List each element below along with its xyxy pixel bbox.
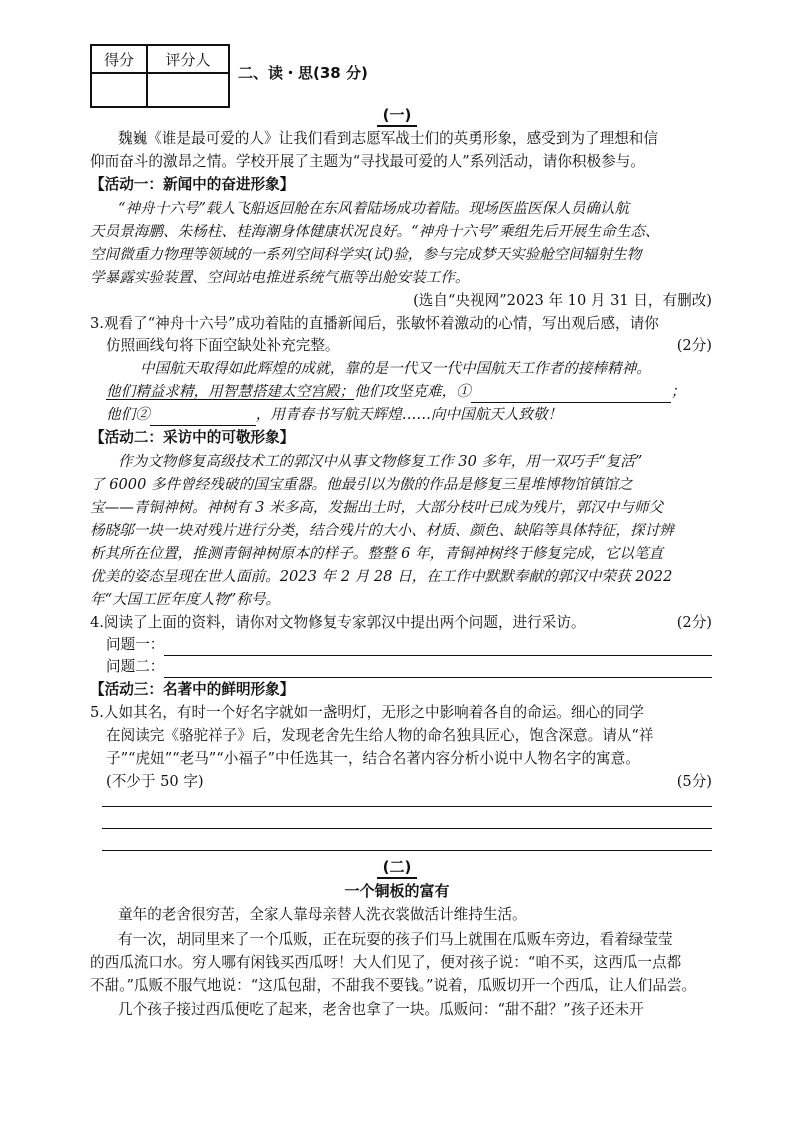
interview-line-3: 宝——青铜神树。神树有 3 米多高，发掘出土时，大部分枝叶已成为残片，郭汉中与师父 <box>90 499 664 516</box>
q5-line-4 <box>106 771 712 793</box>
news-line-3: 空间微重力物理等领域的一系列空间科学实(试)验，参与完成梦天实验舱空间辐射生物 <box>90 246 642 263</box>
q3-score: (2分) <box>676 337 712 354</box>
q3-example-2-end: ； <box>670 383 686 400</box>
q3-example-3-rest: ，用青春书写航天辉煌……向中国航天人致敬！ <box>255 406 563 423</box>
q4-question-1 <box>106 634 712 656</box>
q3-line-1: 3.观看了“神舟十六号”成功着陆的直播新闻后，张敏怀着激动的心情，写出观后感，请你 <box>90 315 659 332</box>
q3-example-3-start: 他们② <box>106 406 150 423</box>
activity2-title: 【活动二：采访中的可敬形象】 <box>90 429 295 446</box>
q5-line-2: 在阅读完《骆驼祥子》后，发现老舍先生给人物的命名独具匠心，饱含深意。请从“祥 <box>106 727 654 744</box>
interview-line-5: 析其所在位置，推测青铜神树原本的样子。整整 6 年，青铜神树终于修复完成，它以笔直 <box>90 545 664 562</box>
q4-question-2 <box>106 656 712 678</box>
q3-example-3 <box>106 404 712 426</box>
answer-line-1[interactable] <box>102 806 712 807</box>
underlined-sentence: 他们精益求精，用智慧搭建太空宫殿； <box>106 383 355 400</box>
score-cell[interactable] <box>91 73 147 107</box>
question-1-field[interactable] <box>164 637 712 656</box>
news-line-1: “神舟十六号”载人飞船返回舱在东风着陆场成功着陆。现场医监医保人员确认航 <box>118 200 630 217</box>
article-title: 一个铜板的富有 <box>344 882 450 900</box>
q3-example-2 <box>106 381 712 403</box>
intro-line-2: 仰而奋斗的激昂之情。学校开展了主题为“寻找最可爱的人”系列活动，请你积极参与。 <box>90 153 645 170</box>
q5-word-count: (不少于 50 字) <box>106 773 204 790</box>
article-line-5: 几个孩子接过西瓜便吃了起来，老舍也拿了一块。瓜贩问：“甜不甜？”孩子还未开 <box>118 1001 644 1018</box>
news-line-4: 学暴露实验装置、空间站电推进系统气瓶等出舱安装工作。 <box>90 269 470 286</box>
score-box <box>90 44 230 108</box>
article-line-2: 有一次，胡同里来了一个瓜贩，正在玩耍的孩子们马上就围在瓜贩车旁边，看着绿莹莹 <box>118 931 673 948</box>
interview-line-6: 优美的姿态呈现在世人面前。2023 年 2 月 28 日，在工作中默默奉献的郭汉中荣获 2022 <box>90 568 673 585</box>
part1-label: (一) <box>0 104 794 125</box>
grader-cell[interactable] <box>147 73 229 107</box>
article-line-1: 童年的老舍很穷苦，全家人靠母亲替人洗衣裳做活计维持生活。 <box>118 906 527 923</box>
blank-2-field[interactable] <box>150 407 256 426</box>
interview-line-1: 作为文物修复高级技术工的郭汉中从事文物修复工作 30 多年，用一双巧手“复活” <box>118 453 643 470</box>
q4-score: (2分) <box>676 614 712 631</box>
blank-1-field[interactable] <box>471 384 671 403</box>
answer-line-2[interactable] <box>102 828 712 829</box>
question-2-label: 问题二： <box>106 658 165 675</box>
news-source: (选自“央视网”2023 年 10 月 31 日，有删改) <box>413 292 712 309</box>
question-1-label: 问题一： <box>106 636 165 653</box>
q3-example-1: 中国航天取得如此辉煌的成就，靠的是一代又一代中国航天工作者的接棒精神。 <box>140 360 651 377</box>
intro-line-1: 魏巍《谁是最可爱的人》让我们看到志愿军战士们的英勇形象，感受到为了理想和信 <box>118 130 658 147</box>
interview-line-2: 了 6000 多件曾经残破的国宝重器。他最引以为傲的作品是修复三星堆博物馆镇馆之 <box>90 476 633 493</box>
activity3-title: 【活动三：名著中的鲜明形象】 <box>90 681 295 698</box>
question-2-field[interactable] <box>164 659 712 678</box>
q3-example-2-rest: 他们攻坚克难，① <box>354 383 471 400</box>
news-line-2: 天员景海鹏、朱杨柱、桂海潮身体健康状况良好。“神舟十六号”乘组先后开展生命生态、 <box>90 223 660 240</box>
interview-line-7: 年“大国工匠年度人物”称号。 <box>90 591 281 608</box>
section-title: 二、读・思(38 分) <box>238 64 368 82</box>
interview-line-4: 杨晓邬一块一块对残片进行分类，结合残片的大小、材质、颜色、缺陷等具体特征，探讨辨 <box>90 522 674 539</box>
q5-line-1: 5.人如其名，有时一个好名字就如一盏明灯，无形之中影响着各自的命运。细心的同学 <box>90 704 644 721</box>
q5-score: (5分) <box>676 773 712 790</box>
activity1-title: 【活动一：新闻中的奋进形象】 <box>90 176 295 193</box>
q3-line-2 <box>106 335 712 357</box>
part2-label: (二) <box>0 856 794 877</box>
q3-instruction: 仿照画线句将下面空缺处补充完整。 <box>106 337 340 354</box>
answer-line-3[interactable] <box>102 850 712 851</box>
grader-header: 评分人 <box>147 45 229 73</box>
q5-line-3: 子”“虎妞”“老马”“小福子”中任选其一，结合名著内容分析小说中人物名字的寓意。 <box>106 750 640 767</box>
article-line-3: 的西瓜流口水。穷人哪有闲钱买西瓜呀！大人们见了，便对孩子说：“咱不买，这西瓜一点都 <box>90 954 682 971</box>
q4-text: 4.阅读了上面的资料，请你对文物修复专家郭汉中提出两个问题，进行采访。 <box>90 614 586 631</box>
article-line-4: 不甜。”瓜贩不服气地说：“这瓜包甜，不甜我不要钱。”说着，瓜贩切开一个西瓜，让人们品尝。 <box>90 977 697 994</box>
score-header: 得分 <box>91 45 147 73</box>
q4-line <box>90 612 712 634</box>
